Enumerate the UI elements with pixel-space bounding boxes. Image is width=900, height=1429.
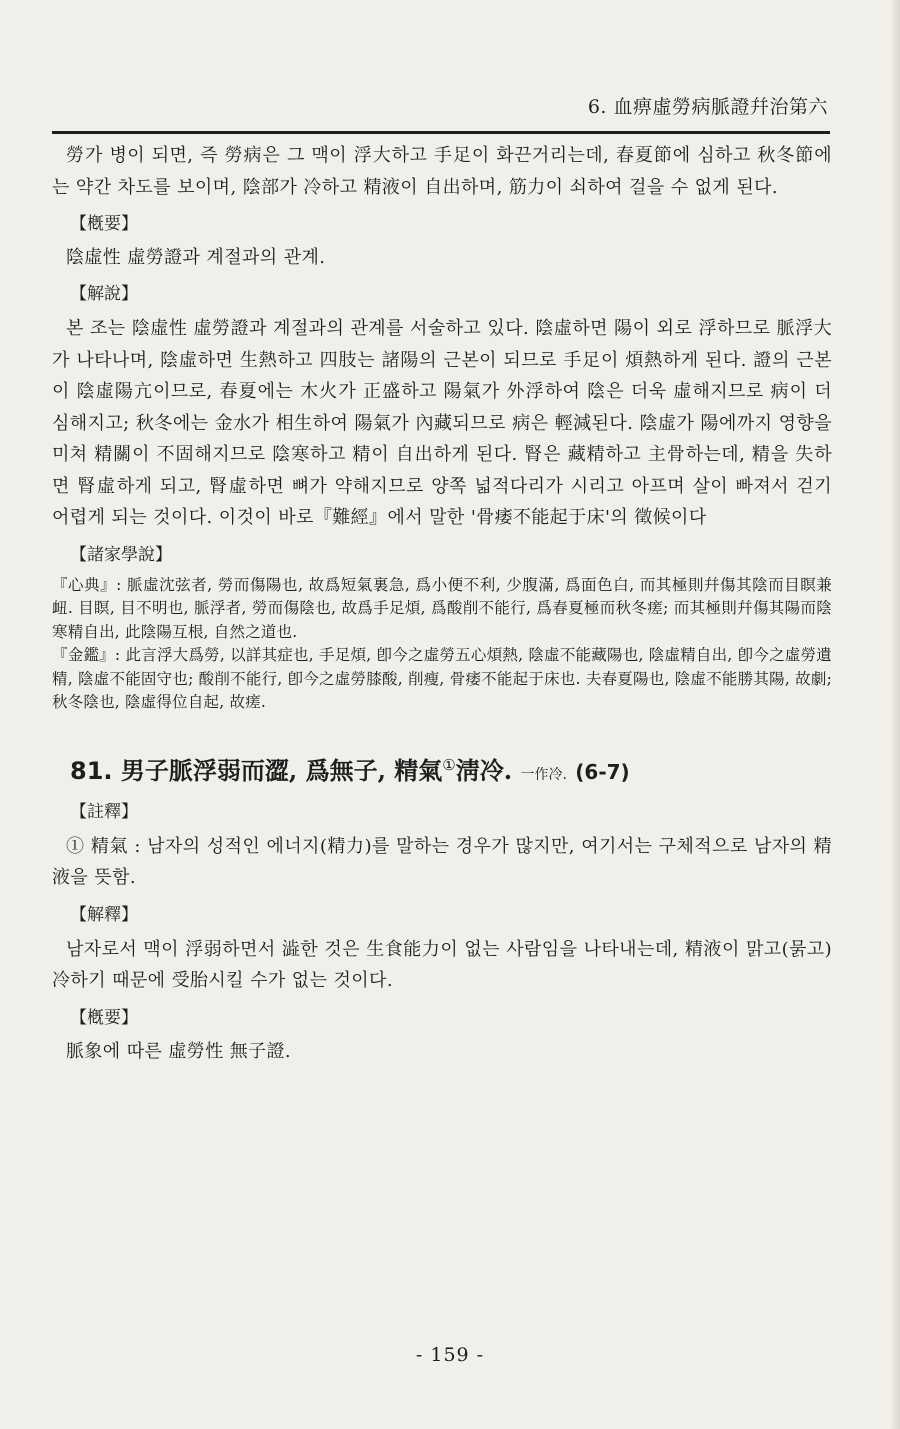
entry-81-title: [70, 749, 832, 791]
note-marker: ①: [442, 755, 456, 774]
explanation-paragraph: 본 조는 陰虛性 虛勞證과 계절과의 관계를 서술하고 있다. 陰虛하면 陽이 외로 浮하므로 脈浮大가 나타나며, 陰虛하면 生熱하고 四肢는 諸陽의 근본이 되므로 手足이 煩熱하게 된다. 證의 근본이 陰虛陽亢이므로, 春夏에는 木火가 正盛하고 陽氣가 外浮하여 陰은 더욱 虛해지므로 病이 더 심해지고; 秋冬에는 金水가 相生하여 陽氣가 內藏되므로 病은 輕減된다. 陰虛가 陽에까지 영향을 미쳐 精關이 不固해지므로 陰寒하고 精이 自出하게 된다. 腎은 藏精하고 主骨하는데, 精을 失하면 腎虛하게 되고, 腎虛하면 뼈가 약해지므로 양쪽 넓적다리가 시리고 아프며 살이 빠져서 걷기 어렵게 되는 것이다. 이것이 바로『難經』에서 말한 '骨痿不能起于床'의 徵候이다: [52, 318, 832, 528]
explanation-heading: 【解說】: [70, 284, 138, 304]
notes-heading: 【註釋】: [70, 801, 138, 822]
page-number: - 159 -: [415, 1344, 485, 1366]
scholars-heading: 【諸家學說】: [70, 544, 172, 565]
entry-number: 81.: [70, 756, 113, 785]
running-head-title: 6. 血痹虛勞病脈證幷治第六: [587, 96, 828, 118]
entry-summary-heading: 【槪要】: [70, 1007, 138, 1028]
interpretation-paragraph: 남자로서 맥이 浮弱하면서 澁한 것은 生食能力이 없는 사람임을 나타내는데, 精液이 맑고(묽고) 冷하기 때문에 受胎시킬 수가 없는 것이다.: [52, 938, 832, 991]
translation-paragraph: 勞가 병이 되면, 즉 勞病은 그 맥이 浮大하고 手足이 화끈거리는데, 春夏節에 심하고 秋冬節에는 약간 차도를 보이며, 陰部가 冷하고 精液이 自出하며, 筋力이 쇠하여 걸을 수 없게 된다.: [52, 145, 832, 198]
header-rule: [52, 131, 830, 134]
page-edge-shadow: [890, 0, 900, 1429]
entry-summary-text: 脈象에 따른 虛勞性 無子證.: [66, 1040, 292, 1062]
summary-text: 陰虛性 虛勞證과 계절과의 관계.: [66, 247, 326, 268]
interpretation-heading: 【解釋】: [70, 904, 138, 925]
entry-text-a: 男子脈浮弱而澀, 爲無子, 精氣: [120, 755, 443, 785]
scholar-commentary-jinjian: 『金鑑』: 此言浮大爲勞, 以詳其症也, 手足煩, 卽今之虛勞五心煩熱, 陰虛不能藏陽也, 陰虛精自出, 卽今之虛勞遺精, 陰虛不能固守也; 酸削不能行, 卽今之虛勞膝酸, 削瘦, 骨痿不能起于床也. 夫春夏陽也, 陰虛不能勝其陽, 故劇; 秋冬陰也, 陰虛得位自起, 故瘥.: [52, 646, 832, 711]
scholar-commentary-xindian: 『心典』: 脈虛沈弦者, 勞而傷陽也, 故爲短氣裏急, 爲小便不利, 少腹滿, 爲面色白, 而其極則幷傷其陰而目瞑兼衄. 目瞑, 目不明也, 脈浮者, 勞而傷陰也, 故爲手足煩, 爲酸削不能行, 爲春夏極而秋冬瘥; 而其極則幷傷其陽而陰寒精自出, 此陰陽互根, 自然之道也.: [52, 575, 832, 641]
page-content: [52, 140, 832, 1067]
entry-text-b: 淸冷.: [455, 755, 513, 785]
note-1: ① 精氣 : 남자의 성적인 에너지(精力)를 말하는 경우가 많지만, 여기서는 구체적으로 남자의 精液을 뜻함.: [52, 835, 832, 888]
summary-heading: 【槪要】: [70, 214, 138, 234]
entry-reference: (6-7): [575, 759, 630, 784]
alternate-reading: 一作冷.: [520, 766, 567, 783]
